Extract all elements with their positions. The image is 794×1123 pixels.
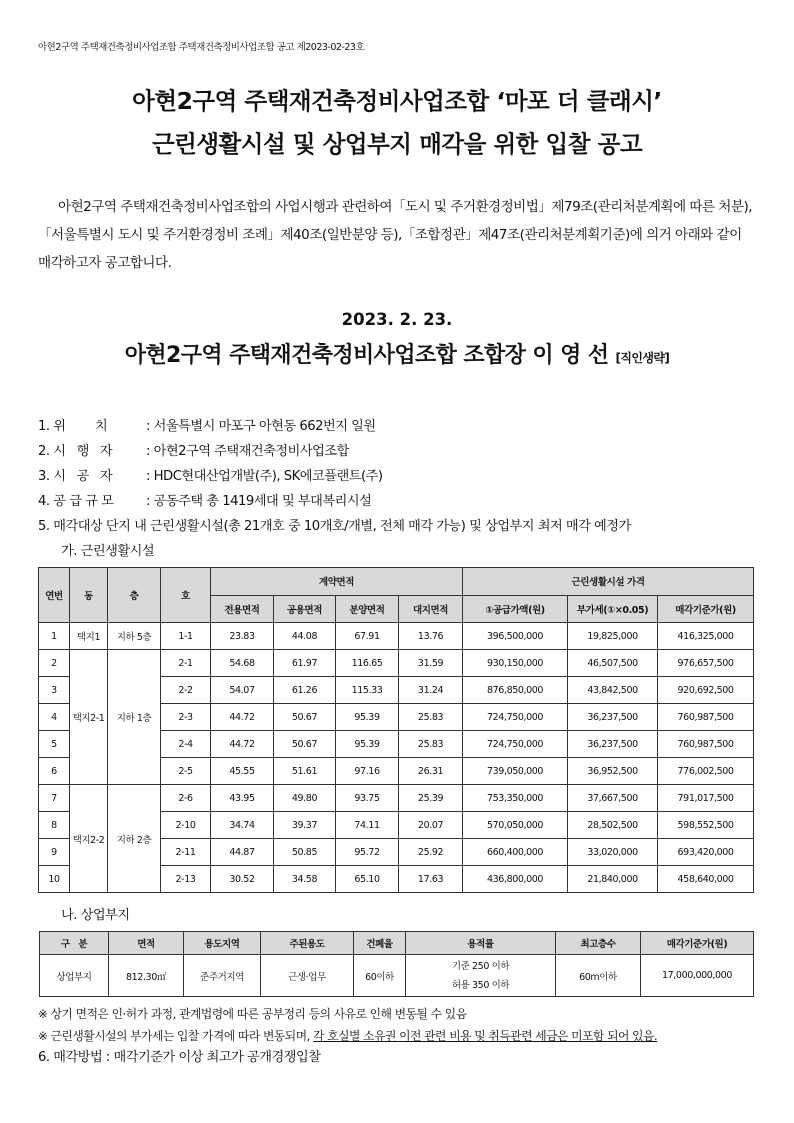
cell-dong: 택지1 [70, 623, 108, 650]
cell-common-area: 61.26 [274, 677, 336, 704]
cell-common-area: 39.37 [274, 812, 336, 839]
cell-vat: 36,237,500 [568, 704, 658, 731]
seal-omitted-note: [직인생략] [615, 351, 670, 365]
cell-exclusive-area: 43.95 [211, 785, 274, 812]
cell-supply-price: 930,150,000 [463, 650, 568, 677]
announcement-number: 아현2구역 주택재건축정비사업조합 주택재건축정비사업조합 공고 제2023-02-23호 [38, 42, 365, 53]
cell-land-area: 26.31 [399, 758, 463, 785]
cell-base-price: 760,987,500 [658, 731, 754, 758]
item-label: 4. 공 급 규 모 [38, 494, 114, 509]
cell-building-coverage: 60이하 [354, 955, 406, 997]
item-label: 2. 시 행 자 [38, 444, 113, 459]
cell-no: 3 [39, 677, 70, 704]
cell-land-area: 25.83 [399, 731, 463, 758]
cell-vat: 21,840,000 [568, 866, 658, 893]
header-area: 면적 [109, 932, 184, 955]
neighborhood-facilities-table [38, 567, 754, 893]
cell-base-price: 416,325,000 [658, 623, 754, 650]
item-label: 1. 위 치 [38, 419, 108, 434]
note-area-change: ※ 상기 면적은 인·허가 과정, 관계법령에 따른 공부정리 등의 사유로 인해 변동될 수 있음 [38, 1007, 467, 1021]
cell-base-price: 598,552,500 [658, 812, 754, 839]
cell-land-area: 25.83 [399, 704, 463, 731]
cell-exclusive-area: 44.72 [211, 731, 274, 758]
cell-common-area: 50.67 [274, 731, 336, 758]
cell-ho: 2-13 [161, 866, 211, 893]
cell-vat: 36,237,500 [568, 731, 658, 758]
cell-base-price: 791,017,500 [658, 785, 754, 812]
sale-method: 6. 매각방법 : 매각기준가 이상 최고가 공개경쟁입찰 [38, 1050, 321, 1065]
cell-base-price: 920,692,500 [658, 677, 754, 704]
cell-no: 2 [39, 650, 70, 677]
item-contractor [38, 465, 383, 484]
header-main-use: 주된용도 [261, 932, 354, 955]
cell-zoning: 준주거지역 [184, 955, 261, 997]
cell-floor: 지하 1층 [108, 650, 161, 785]
header-category: 구 분 [40, 932, 109, 955]
cell-land-area: 25.92 [399, 839, 463, 866]
cell-floor: 지하 5층 [108, 623, 161, 650]
cell-vat: 36,952,500 [568, 758, 658, 785]
cell-supply-price: 876,850,000 [463, 677, 568, 704]
intro-paragraph [38, 193, 758, 277]
cell-floor-area-ratio [406, 955, 556, 997]
cell-base-price: 17,000,000,000 [641, 955, 754, 997]
cell-ho: 2-4 [161, 731, 211, 758]
cell-vat: 19,825,000 [568, 623, 658, 650]
cell-common-area: 44.08 [274, 623, 336, 650]
cell-no: 1 [39, 623, 70, 650]
cell-exclusive-area: 30.52 [211, 866, 274, 893]
cell-common-area: 50.85 [274, 839, 336, 866]
cell-base-price: 458,640,000 [658, 866, 754, 893]
item-location [38, 415, 376, 434]
item-executor [38, 440, 349, 459]
table-row [40, 955, 754, 997]
item-label: 3. 시 공 자 [38, 469, 113, 484]
announcement-date: 2023. 2. 23. [341, 310, 453, 329]
header-land-area: 대지면적 [399, 595, 463, 623]
item-supply-scale [38, 490, 371, 509]
subsection-commercial-land: 나. 상업부지 [61, 908, 130, 923]
commercial-land-table [39, 931, 754, 997]
cell-land-area: 31.24 [399, 677, 463, 704]
cell-supply-price: 396,500,000 [463, 623, 568, 650]
far-base: 기준 250 이하 [451, 960, 510, 972]
cell-vat: 43,842,500 [568, 677, 658, 704]
cell-sale-area: 65.10 [336, 866, 399, 893]
cell-supply-price: 660,400,000 [463, 839, 568, 866]
cell-ho: 2-11 [161, 839, 211, 866]
cell-vat: 37,667,500 [568, 785, 658, 812]
cell-base-price: 693,420,000 [658, 839, 754, 866]
cell-ho: 2-1 [161, 650, 211, 677]
cell-land-area: 13.76 [399, 623, 463, 650]
header-max-height: 최고층수 [556, 932, 641, 955]
cell-exclusive-area: 23.83 [211, 623, 274, 650]
table-row [39, 650, 754, 677]
header-sale-area: 분양면적 [336, 595, 399, 623]
header-floor-area-ratio: 용적률 [406, 932, 556, 955]
cell-no: 10 [39, 866, 70, 893]
cell-dong: 택지2-2 [70, 785, 108, 893]
cell-no: 8 [39, 812, 70, 839]
header-facility-price: 근린생활시설 가격 [463, 568, 754, 596]
intro-text: 아현2구역 주택재건축정비사업조합의 사업시행과 관련하여「도시 및 주거환경정비법」제79조(관리처분계획에 따른 처분),「서울특별시 도시 및 주거환경정비 조례」제40조(일반분양 등),「조합정관」제47조(관리처분계획기준)에 의거 아래와 같이 매각하고자 공고합니다. [38, 199, 752, 271]
cell-ho: 2-10 [161, 812, 211, 839]
cell-land-area: 31.59 [399, 650, 463, 677]
cell-dong: 택지2-1 [70, 650, 108, 785]
header-contract-area: 계약면적 [211, 568, 463, 596]
item-sale-target: 5. 매각대상 단지 내 근린생활시설(총 21개호 중 10개호/개별, 전체 매각 가능) 및 상업부지 최저 매각 예정가 [38, 519, 631, 534]
cell-exclusive-area: 54.68 [211, 650, 274, 677]
signer [0, 338, 794, 369]
cell-exclusive-area: 45.55 [211, 758, 274, 785]
cell-sale-area: 93.75 [336, 785, 399, 812]
cell-common-area: 34.58 [274, 866, 336, 893]
header-base-price: 매각기준가(원) [641, 932, 754, 955]
cell-floor: 지하 2층 [108, 785, 161, 893]
cell-supply-price: 724,750,000 [463, 731, 568, 758]
cell-no: 7 [39, 785, 70, 812]
header-no: 연번 [39, 568, 70, 623]
cell-ho: 2-5 [161, 758, 211, 785]
header-base-price: 매각기준가(원) [658, 595, 754, 623]
cell-base-price: 776,002,500 [658, 758, 754, 785]
cell-no: 4 [39, 704, 70, 731]
document-title-line2: 근린생활시설 및 상업부지 매각을 위한 입찰 공고 [151, 130, 643, 158]
subsection-neighborhood-facilities: 가. 근린생활시설 [61, 544, 155, 559]
cell-main-use: 근생·업무 [261, 955, 354, 997]
cell-sale-area: 116.65 [336, 650, 399, 677]
cell-vat: 33,020,000 [568, 839, 658, 866]
cell-max-height: 60m이하 [556, 955, 641, 997]
cell-sale-area: 67.91 [336, 623, 399, 650]
cell-land-area: 17.63 [399, 866, 463, 893]
cell-supply-price: 436,800,000 [463, 866, 568, 893]
header-exclusive-area: 전용면적 [211, 595, 274, 623]
document-title-line1: 아현2구역 주택재건축정비사업조합 ‘마포 더 클래시’ [132, 87, 662, 115]
cell-ho: 2-6 [161, 785, 211, 812]
cell-common-area: 49.80 [274, 785, 336, 812]
table-row [39, 785, 754, 812]
cell-supply-price: 570,050,000 [463, 812, 568, 839]
note-vat-underlined: 각 호실별 소유권 이전 관련 비용 및 취득관련 세금은 미포함 되어 있음. [313, 1029, 658, 1043]
cell-no: 5 [39, 731, 70, 758]
cell-base-price: 976,657,500 [658, 650, 754, 677]
header-common-area: 공용면적 [274, 595, 336, 623]
cell-ho: 1-1 [161, 623, 211, 650]
signer-name: 아현2구역 주택재건축정비사업조합 조합장 이 영 선 [124, 343, 609, 368]
cell-common-area: 51.61 [274, 758, 336, 785]
cell-exclusive-area: 34.74 [211, 812, 274, 839]
note-vat [38, 1027, 657, 1044]
header-floor: 층 [108, 568, 161, 623]
table-row [39, 623, 754, 650]
header-building-coverage: 건폐율 [354, 932, 406, 955]
cell-land-area: 25.39 [399, 785, 463, 812]
cell-sale-area: 74.11 [336, 812, 399, 839]
header-ho: 호 [161, 568, 211, 623]
cell-exclusive-area: 54.07 [211, 677, 274, 704]
cell-ho: 2-2 [161, 677, 211, 704]
cell-exclusive-area: 44.72 [211, 704, 274, 731]
item-value: : HDC현대산업개발(주), SK에코플랜트(주) [146, 469, 383, 484]
cell-supply-price: 739,050,000 [463, 758, 568, 785]
cell-category: 상업부지 [40, 955, 109, 997]
far-allowed: 허용 350 이하 [451, 979, 510, 991]
item-value: : 서울특별시 마포구 아현동 662번지 일원 [146, 419, 376, 434]
cell-no: 6 [39, 758, 70, 785]
cell-base-price: 760,987,500 [658, 704, 754, 731]
cell-sale-area: 95.39 [336, 704, 399, 731]
cell-vat: 28,502,500 [568, 812, 658, 839]
cell-supply-price: 724,750,000 [463, 704, 568, 731]
cell-area: 812.30㎡ [109, 955, 184, 997]
cell-supply-price: 753,350,000 [463, 785, 568, 812]
header-supply-price: ①공급가액(원) [463, 595, 568, 623]
header-vat: 부가세(①×0.05) [568, 595, 658, 623]
header-dong: 동 [70, 568, 108, 623]
cell-sale-area: 115.33 [336, 677, 399, 704]
cell-common-area: 50.67 [274, 704, 336, 731]
cell-exclusive-area: 44.87 [211, 839, 274, 866]
header-zoning: 용도지역 [184, 932, 261, 955]
item-value: : 공동주택 총 1419세대 및 부대복리시설 [146, 494, 372, 509]
note-vat-text: ※ 근린생활시설의 부가세는 입찰 가격에 따라 변동되며, [38, 1029, 314, 1043]
cell-ho: 2-3 [161, 704, 211, 731]
cell-common-area: 61.97 [274, 650, 336, 677]
cell-land-area: 20.07 [399, 812, 463, 839]
cell-sale-area: 95.39 [336, 731, 399, 758]
cell-sale-area: 95.72 [336, 839, 399, 866]
cell-sale-area: 97.16 [336, 758, 399, 785]
cell-no: 9 [39, 839, 70, 866]
cell-vat: 46,507,500 [568, 650, 658, 677]
item-value: : 아현2구역 주택재건축정비사업조합 [146, 444, 349, 459]
